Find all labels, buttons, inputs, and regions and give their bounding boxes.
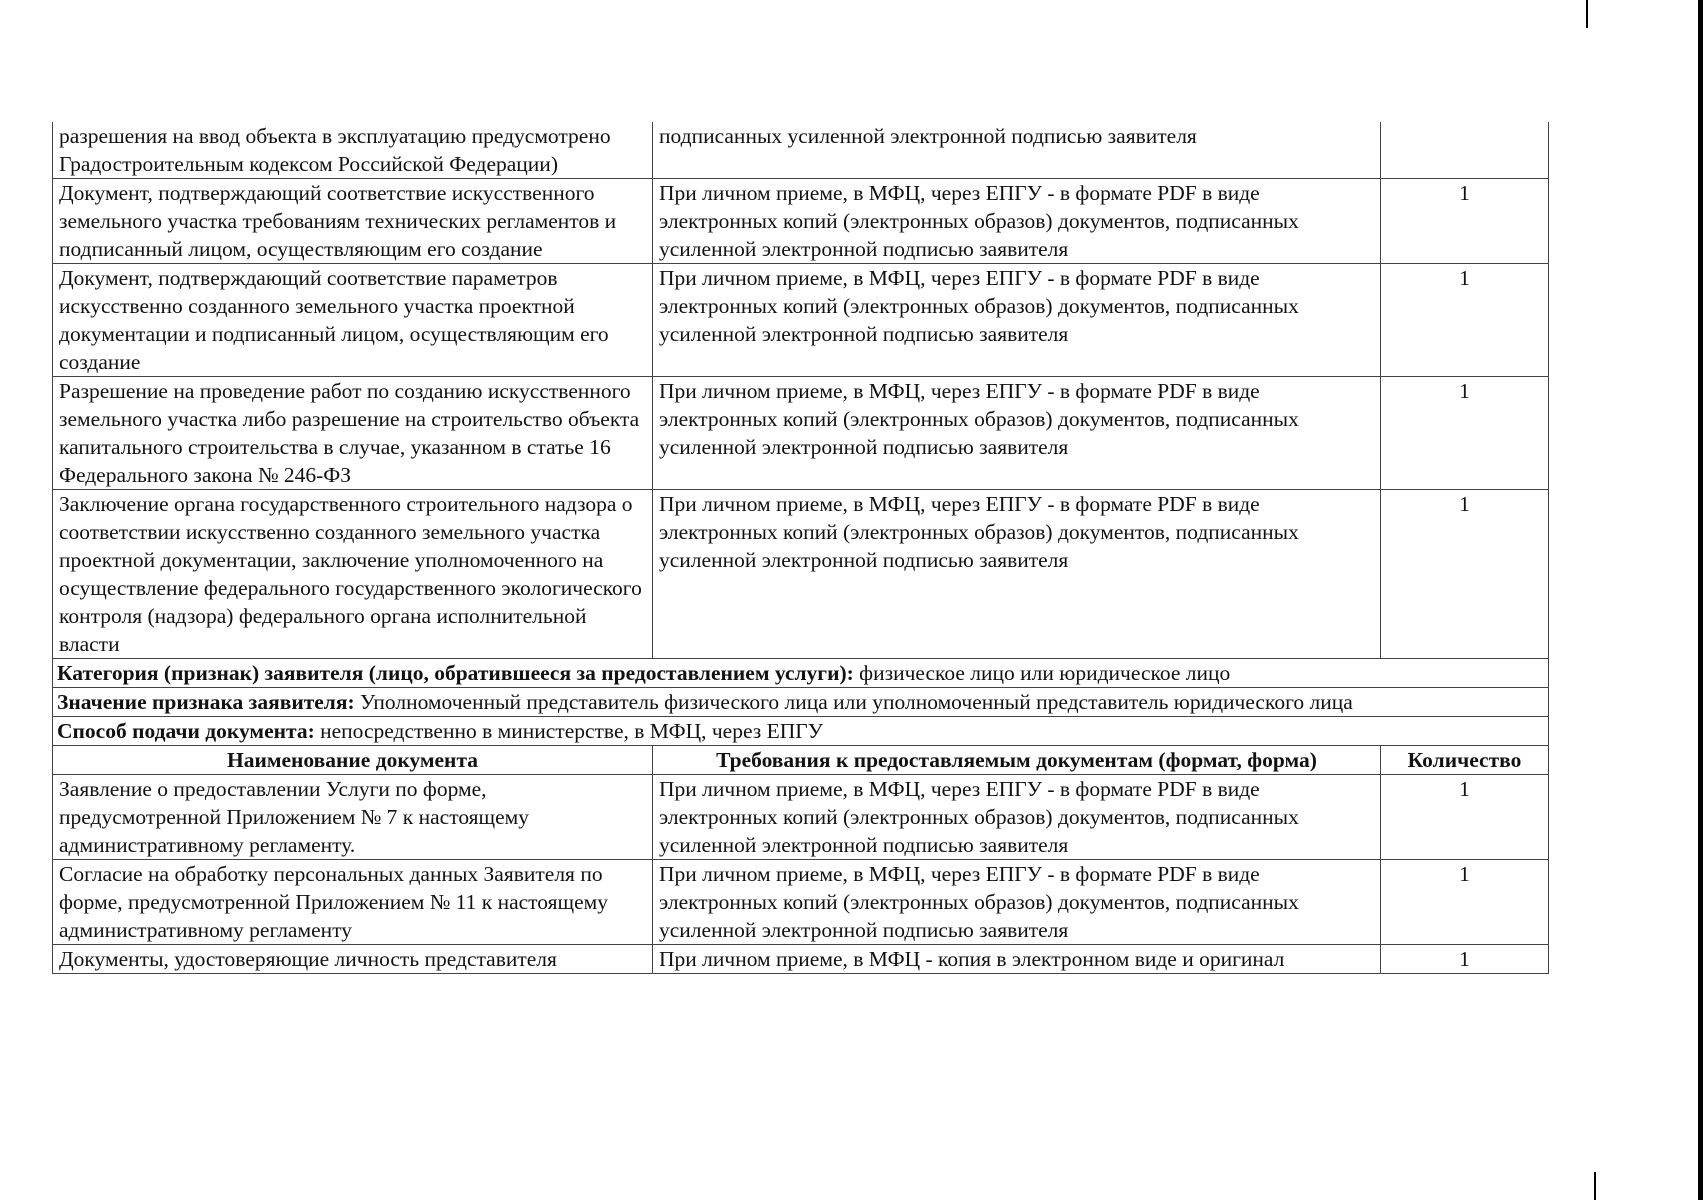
requirements-cell: При личном приеме, в МФЦ, через ЕПГУ - в формате PDF в виде электронных копий (электронных образов) документов, подписанных усиленной электронной подписью заявителя — [653, 264, 1381, 377]
document-name-cell: Документы, удостоверяющие личность представителя — [53, 945, 653, 974]
header-document-name: Наименование документа — [53, 746, 653, 775]
requirements-cell: При личном приеме, в МФЦ, через ЕПГУ - в формате PDF в виде электронных копий (электронных образов) документов, подписанных усиленной электронной подписью заявителя — [653, 377, 1381, 490]
quantity-cell: 1 — [1381, 860, 1549, 945]
quantity-cell: 1 — [1381, 179, 1549, 264]
scan-edge-mark — [1594, 1172, 1596, 1200]
applicant-category-row — [53, 659, 1549, 688]
table-row — [53, 264, 1549, 377]
header-requirements: Требования к предоставляемым документам (формат, форма) — [653, 746, 1381, 775]
scan-edge-mark — [1586, 0, 1588, 28]
requirements-cell: При личном приеме, в МФЦ, через ЕПГУ - в формате PDF в виде электронных копий (электронных образов) документов, подписанных усиленной электронной подписью заявителя — [653, 860, 1381, 945]
quantity-cell: 1 — [1381, 775, 1549, 860]
document-name-cell: Документ, подтверждающий соответствие искусственного земельного участка требованиям технических регламентов и подписанный лицом, осуществляющим его создание — [53, 179, 653, 264]
applicant-category-cell — [53, 659, 1549, 688]
applicant-attribute-cell — [53, 688, 1549, 717]
document-name-cell: Заключение органа государственного строительного надзора о соответствии искусственно созданного земельного участка проектной документации, заключение уполномоченного на осуществление федерального государственного экологического контроля (надзора) федерального органа исполнительной власти — [53, 490, 653, 659]
quantity-cell: 1 — [1381, 377, 1549, 490]
quantity-cell: 1 — [1381, 490, 1549, 659]
quantity-cell: 1 — [1381, 264, 1549, 377]
table-header-row — [53, 746, 1549, 775]
table-row — [53, 179, 1549, 264]
header-quantity: Количество — [1381, 746, 1549, 775]
applicant-attribute-row — [53, 688, 1549, 717]
document-name-cell: Разрешение на проведение работ по созданию искусственного земельного участка либо разрешение на строительство объекта капитального строительства в случае, указанном в статье 16 Федерального закона № 246-ФЗ — [53, 377, 653, 490]
table-row — [53, 377, 1549, 490]
document-name-cell: Заявление о предоставлении Услуги по форме, предусмотренной Приложением № 7 к настоящему административному регламенту. — [53, 775, 653, 860]
applicant-attribute-value: Уполномоченный представитель физического лица или уполномоченный представитель юридического лица — [360, 690, 1353, 714]
table-row — [53, 122, 1549, 179]
applicant-category-value: физическое лицо или юридическое лицо — [859, 661, 1231, 685]
requirements-cell: При личном приеме, в МФЦ - копия в электронном виде и оригинал — [653, 945, 1381, 974]
requirements-cell: При личном приеме, в МФЦ, через ЕПГУ - в формате PDF в виде электронных копий (электронных образов) документов, подписанных усиленной электронной подписью заявителя — [653, 490, 1381, 659]
table-row — [53, 945, 1549, 974]
submission-method-value: непосредственно в министерстве, в МФЦ, через ЕПГУ — [320, 719, 823, 743]
submission-method-cell — [53, 717, 1549, 746]
requirements-cell: При личном приеме, в МФЦ, через ЕПГУ - в формате PDF в виде электронных копий (электронных образов) документов, подписанных усиленной электронной подписью заявителя — [653, 179, 1381, 264]
quantity-cell — [1381, 122, 1549, 179]
applicant-attribute-label: Значение признака заявителя: — [57, 690, 355, 714]
submission-method-label: Способ подачи документа: — [57, 719, 315, 743]
document-name-cell: Согласие на обработку персональных данных Заявителя по форме, предусмотренной Приложением № 11 к настоящему административному регламенту — [53, 860, 653, 945]
quantity-cell: 1 — [1381, 945, 1549, 974]
scan-edge-right — [1698, 0, 1703, 1200]
table-row — [53, 860, 1549, 945]
document-name-cell: разрешения на ввод объекта в эксплуатацию предусмотрено Градостроительным кодексом Российской Федерации) — [53, 122, 653, 179]
requirements-cell: подписанных усиленной электронной подписью заявителя — [653, 122, 1381, 179]
submission-method-row — [53, 717, 1549, 746]
table-row — [53, 490, 1549, 659]
table-row — [53, 775, 1549, 860]
documents-table — [52, 122, 1549, 974]
requirements-cell: При личном приеме, в МФЦ, через ЕПГУ - в формате PDF в виде электронных копий (электронных образов) документов, подписанных усиленной электронной подписью заявителя — [653, 775, 1381, 860]
applicant-category-label: Категория (признак) заявителя (лицо, обратившееся за предоставлением услуги): — [57, 661, 854, 685]
document-name-cell: Документ, подтверждающий соответствие параметров искусственно созданного земельного участка проектной документации и подписанный лицом, осуществляющим его создание — [53, 264, 653, 377]
